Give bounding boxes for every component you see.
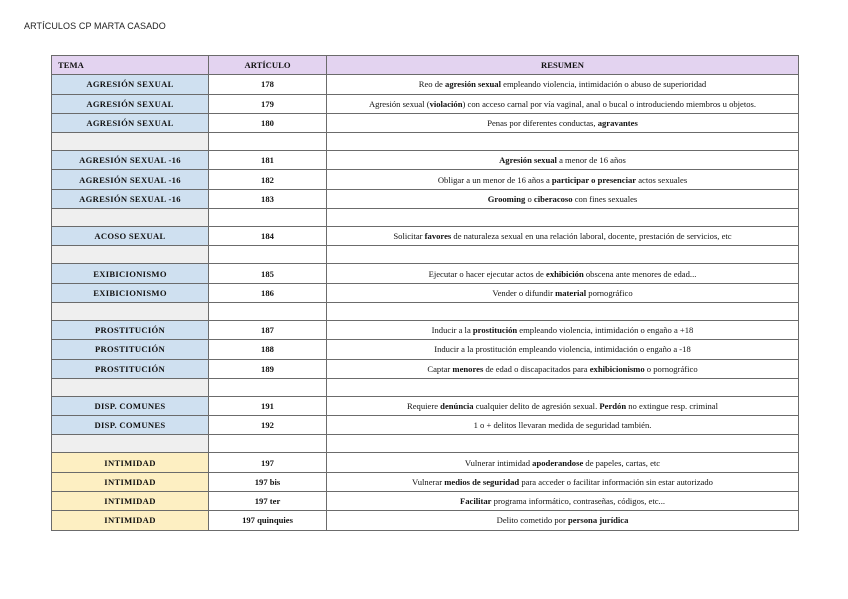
articles-table — [51, 55, 799, 531]
tema-cell: AGRESIÓN SEXUAL — [52, 94, 209, 113]
resumen-text: Requiere — [407, 401, 441, 411]
spacer-cell — [52, 378, 209, 396]
resumen-cell — [327, 453, 799, 472]
resumen-cell — [327, 492, 799, 511]
tema-cell: DISP. COMUNES — [52, 396, 209, 415]
spacer-row — [52, 246, 799, 264]
articulo-cell: 192 — [209, 416, 327, 435]
spacer-cell — [209, 378, 327, 396]
articulo-cell: 186 — [209, 283, 327, 302]
tema-cell: DISP. COMUNES — [52, 416, 209, 435]
table-row — [52, 472, 799, 491]
table-row — [52, 94, 799, 113]
resumen-text: Inducir a la prostitución empleando violencia, intimidación o engaño a -18 — [434, 344, 691, 355]
resumen-text: 1 o + delitos llevaran medida de seguridad también. — [473, 420, 652, 431]
articulo-cell: 197 quinquies — [209, 511, 327, 530]
tema-cell: PROSTITUCIÓN — [52, 340, 209, 359]
tema-cell: AGRESIÓN SEXUAL — [52, 75, 209, 94]
resumen-text: obscena ante menores de edad... — [583, 268, 697, 279]
resumen-text: con fines sexuales — [572, 193, 638, 204]
resumen-text: actos sexuales — [636, 174, 688, 185]
articulo-cell: 189 — [209, 359, 327, 378]
resumen-bold-text: Agresión sexual — [499, 155, 557, 166]
tema-cell: AGRESIÓN SEXUAL -16 — [52, 170, 209, 189]
resumen-text: de edad o discapacitados para — [483, 363, 590, 374]
resumen-bold-text: exhibición — [546, 268, 584, 279]
tema-cell: EXIBICIONISMO — [52, 264, 209, 283]
resumen-text: o — [525, 193, 534, 204]
table-row — [52, 511, 799, 530]
resumen-text: Agresión sexual ( — [368, 98, 430, 109]
resumen-cell — [327, 320, 799, 339]
articulo-cell: 197 ter — [209, 492, 327, 511]
resumen-cell — [327, 283, 799, 302]
resumen-text: Vender o difundir — [492, 287, 556, 298]
tema-cell: PROSTITUCIÓN — [52, 320, 209, 339]
resumen-text: Vulnerar intimidad — [464, 457, 533, 468]
spacer-row — [52, 435, 799, 453]
resumen-bold-text: Facilitar — [460, 496, 492, 507]
tema-cell: INTIMIDAD — [52, 492, 209, 511]
table-row — [52, 113, 799, 132]
spacer-cell — [209, 435, 327, 453]
tema-cell: INTIMIDAD — [52, 472, 209, 491]
spacer-row — [52, 209, 799, 227]
resumen-text: Captar — [427, 363, 453, 374]
tema-cell: AGRESIÓN SEXUAL — [52, 113, 209, 132]
tema-cell: PROSTITUCIÓN — [52, 359, 209, 378]
table-row — [52, 453, 799, 472]
tema-cell: INTIMIDAD — [52, 511, 209, 530]
tema-cell: INTIMIDAD — [52, 453, 209, 472]
tema-cell: ACOSO SEXUAL — [52, 227, 209, 246]
spacer-cell — [52, 246, 209, 264]
spacer-cell — [52, 302, 209, 320]
articulo-cell: 191 — [209, 396, 327, 415]
resumen-text: Reo de — [418, 79, 446, 90]
table-row — [52, 151, 799, 170]
resumen-text: para acceder o facilitar información sin estar autorizado — [519, 476, 713, 487]
table-row — [52, 75, 799, 94]
header-articulo: ARTÍCULO — [209, 56, 327, 75]
resumen-text: a menor de 16 años — [556, 155, 626, 166]
spacer-cell — [327, 378, 799, 396]
resumen-cell — [327, 340, 799, 359]
resumen-text: empleando violencia, intimidación o engaño a +18 — [517, 325, 694, 336]
spacer-row — [52, 302, 799, 320]
spacer-cell — [327, 133, 799, 151]
resumen-bold-text: violación — [429, 98, 463, 109]
articulo-cell: 197 — [209, 453, 327, 472]
resumen-bold-text: medios de seguridad — [444, 476, 520, 487]
resumen-cell — [327, 227, 799, 246]
resumen-bold-text: menores — [452, 363, 484, 374]
resumen-text: Solicitar — [393, 231, 425, 242]
resumen-text: pornográfico — [586, 287, 633, 298]
spacer-cell — [327, 246, 799, 264]
table-row — [52, 264, 799, 283]
articulo-cell: 184 — [209, 227, 327, 246]
articulo-cell: 183 — [209, 189, 327, 208]
articulo-cell: 178 — [209, 75, 327, 94]
resumen-cell — [327, 189, 799, 208]
resumen-bold-text: agravantes — [597, 118, 638, 129]
spacer-row — [52, 378, 799, 396]
spacer-cell — [52, 435, 209, 453]
spacer-cell — [209, 133, 327, 151]
resumen-bold-text: favores — [424, 231, 452, 242]
resumen-bold-text: Grooming — [487, 193, 526, 204]
document-title: ARTÍCULOS CP MARTA CASADO — [24, 21, 166, 31]
spacer-cell — [327, 209, 799, 227]
articulo-cell: 180 — [209, 113, 327, 132]
resumen-bold-text: denúncia — [440, 401, 474, 411]
resumen-text: Obligar a un menor de 16 años a — [437, 174, 552, 185]
articulo-cell: 188 — [209, 340, 327, 359]
resumen-text: Inducir a la — [431, 325, 473, 336]
resumen-cell — [327, 359, 799, 378]
resumen-bold-text: exhibicionismo — [589, 363, 645, 374]
resumen-cell — [327, 94, 799, 113]
resumen-bold-text: prostitución — [472, 325, 518, 336]
resumen-cell — [327, 75, 799, 94]
resumen-text: empleando violencia, intimidación o abuso de superioridad — [500, 79, 707, 90]
resumen-text: no extingue resp. criminal — [626, 401, 718, 411]
resumen-text: Ejecutar o hacer ejecutar actos de — [428, 268, 546, 279]
resumen-cell — [327, 511, 799, 530]
table-row — [52, 396, 799, 415]
resumen-bold-text: material — [555, 287, 587, 298]
spacer-cell — [209, 209, 327, 227]
resumen-bold-text: persona jurídica — [567, 515, 629, 526]
resumen-cell — [327, 113, 799, 132]
resumen-text: Penas por diferentes conductas, — [487, 118, 598, 129]
articulo-cell: 185 — [209, 264, 327, 283]
resumen-bold-text: participar o presenciar — [551, 174, 637, 185]
spacer-cell — [327, 302, 799, 320]
articulo-cell: 187 — [209, 320, 327, 339]
tema-cell: AGRESIÓN SEXUAL -16 — [52, 151, 209, 170]
table-header-row — [52, 56, 799, 75]
resumen-cell — [327, 416, 799, 435]
spacer-row — [52, 133, 799, 151]
table-body — [52, 75, 799, 530]
articulo-cell: 181 — [209, 151, 327, 170]
table-row — [52, 359, 799, 378]
resumen-bold-text: Perdón — [599, 401, 627, 411]
table-row — [52, 416, 799, 435]
resumen-cell — [327, 264, 799, 283]
spacer-cell — [209, 246, 327, 264]
resumen-cell — [327, 396, 799, 415]
header-resumen: RESUMEN — [327, 56, 799, 75]
table-row — [52, 320, 799, 339]
resumen-bold-text: apoderandose — [532, 457, 584, 468]
articulo-cell: 179 — [209, 94, 327, 113]
spacer-cell — [327, 435, 799, 453]
resumen-cell — [327, 472, 799, 491]
resumen-text: de papeles, cartas, etc — [583, 457, 661, 468]
table-row — [52, 492, 799, 511]
articulo-cell: 182 — [209, 170, 327, 189]
table-row — [52, 189, 799, 208]
resumen-text: cualquier delito de agresión sexual. — [473, 401, 600, 411]
resumen-bold-text: agresión sexual — [445, 79, 501, 90]
resumen-cell — [327, 170, 799, 189]
table-row — [52, 340, 799, 359]
resumen-cell — [327, 151, 799, 170]
resumen-text: programa informático, contraseñas, códigos, etc... — [491, 496, 665, 507]
resumen-text: Vulnerar — [412, 476, 445, 487]
resumen-text: ) con acceso carnal por vía vaginal, anal o bucal o introduciendo miembros u objetos. — [462, 98, 757, 109]
resumen-text: de naturaleza sexual en una relación laboral, docente, prestación de servicios, etc — [451, 231, 732, 242]
table-row — [52, 227, 799, 246]
resumen-text: Delito cometido por — [496, 515, 568, 526]
spacer-cell — [52, 209, 209, 227]
table-row — [52, 283, 799, 302]
tema-cell: AGRESIÓN SEXUAL -16 — [52, 189, 209, 208]
resumen-bold-text: ciberacoso — [533, 193, 573, 204]
spacer-cell — [209, 302, 327, 320]
articulo-cell: 197 bis — [209, 472, 327, 491]
header-tema: TEMA — [52, 56, 209, 75]
table-row — [52, 170, 799, 189]
tema-cell: EXIBICIONISMO — [52, 283, 209, 302]
resumen-text: o pornográfico — [644, 363, 698, 374]
spacer-cell — [52, 133, 209, 151]
